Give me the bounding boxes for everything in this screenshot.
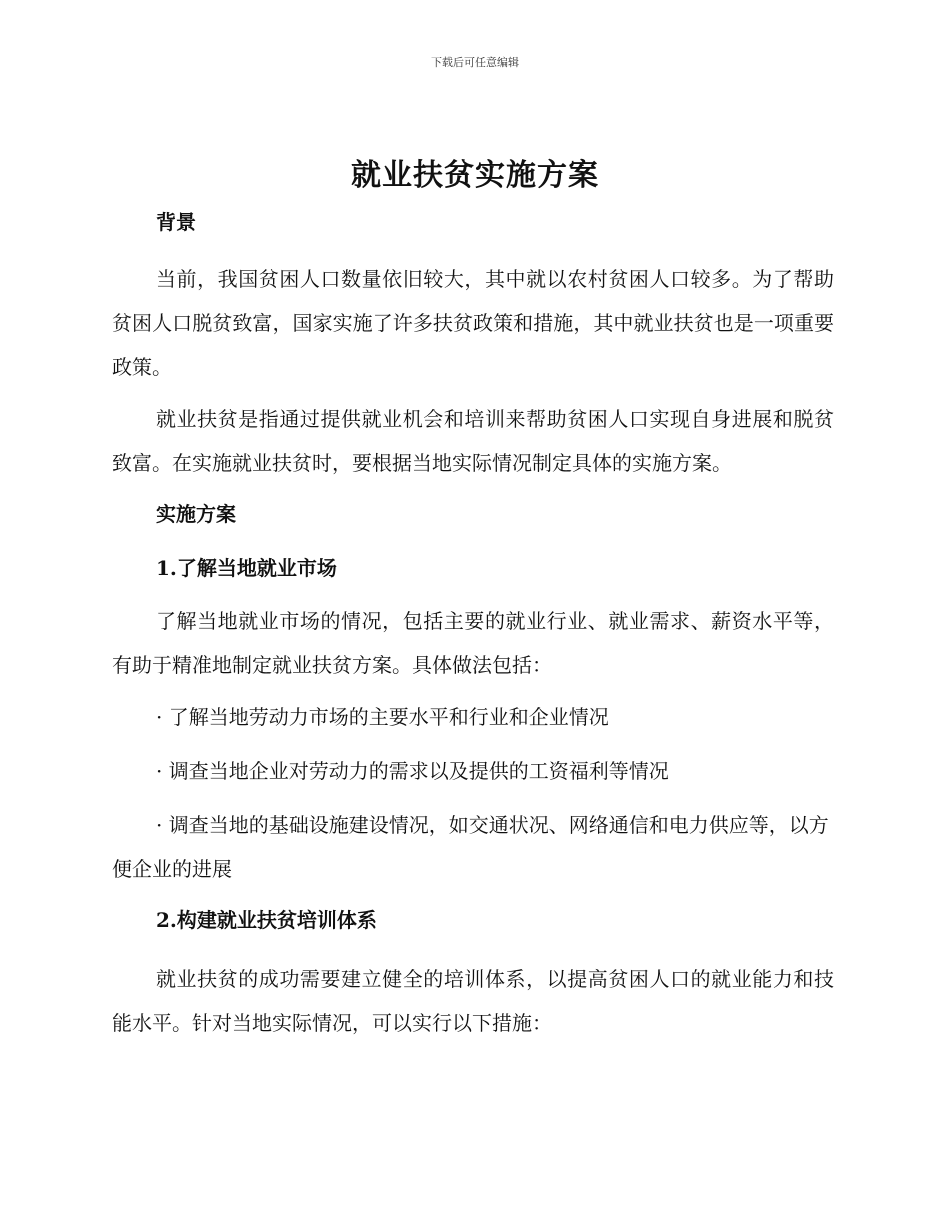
step1-bullet-2: · 调查当地企业对劳动力的需求以及提供的工资福利等情况: [156, 759, 669, 783]
step1-heading: 1.了解当地就业市场: [156, 556, 337, 580]
step1-paragraph: 了解当地就业市场的情况，包括主要的就业行业、就业需求、薪资水平等，有助于精准地制定就业扶贫方案。具体做法包括：: [112, 609, 834, 677]
background-heading: 背景: [156, 210, 196, 234]
step1-bullet-3: · 调查当地的基础设施建设情况，如交通状况、网络通信和电力供应等，以方便企业的进展: [112, 813, 829, 881]
step1-bullet-1: · 了解当地劳动力市场的主要水平和行业和企业情况: [156, 705, 609, 729]
document-body: [112, 205, 834, 1045]
step2-heading: 2.构建就业扶贫培训体系: [156, 908, 377, 932]
step2-paragraph: 就业扶贫的成功需要建立健全的培训体系，以提高贫困人口的就业能力和技能水平。针对当地实际情况，可以实行以下措施：: [112, 967, 834, 1035]
plan-heading: 实施方案: [156, 502, 236, 526]
page-header-note: 下载后可任意编辑: [431, 56, 519, 69]
background-paragraph-2: 就业扶贫是指通过提供就业机会和培训来帮助贫困人口实现自身进展和脱贫致富。在实施就业扶贫时，要根据当地实际情况制定具体的实施方案。: [112, 407, 834, 475]
document-title: 就业扶贫实施方案: [351, 158, 599, 193]
background-paragraph-1: 当前，我国贫困人口数量依旧较大，其中就以农村贫困人口较多。为了帮助贫困人口脱贫致富，国家实施了许多扶贫政策和措施，其中就业扶贫也是一项重要政策。: [112, 267, 834, 379]
